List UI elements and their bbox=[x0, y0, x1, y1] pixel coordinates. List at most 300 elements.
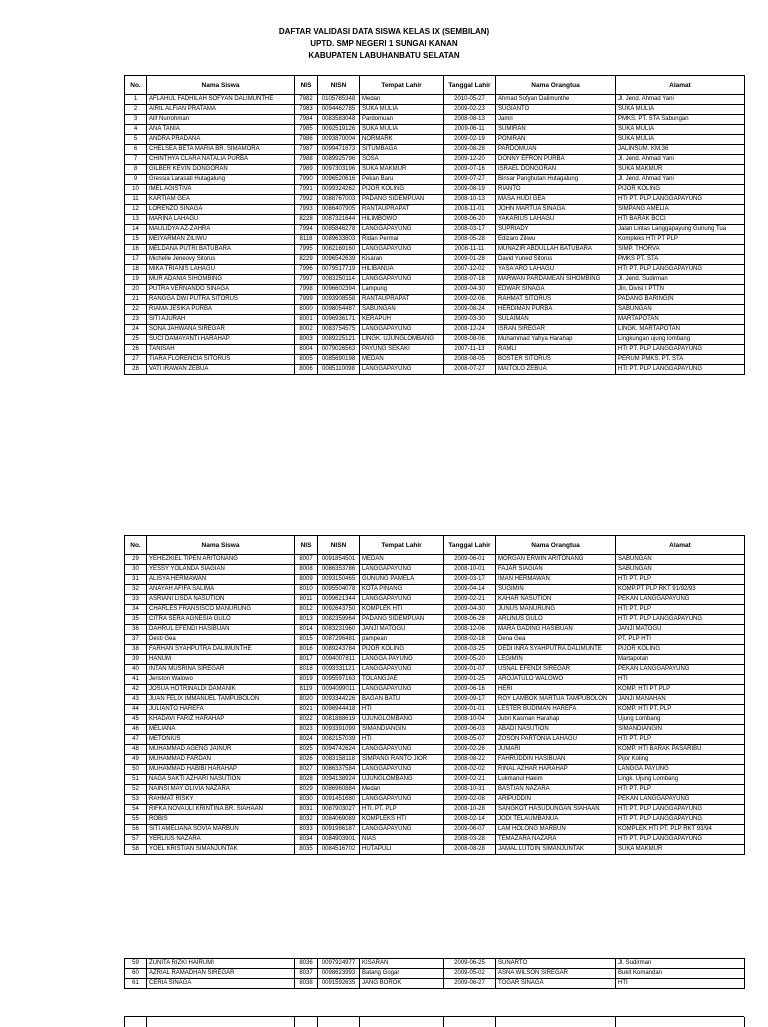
cell-nama-orangtua: MORGAN ERWIN ARITONANG bbox=[496, 555, 616, 565]
cell-tanggal-lahir: 2009-05-20 bbox=[444, 655, 496, 665]
table-row bbox=[125, 315, 745, 325]
cell-nama-orangtua: ZOSON PARTONIA LAHAGU bbox=[496, 735, 616, 745]
cell-no: 61 bbox=[125, 979, 147, 989]
header-nisn: NISN bbox=[318, 536, 360, 555]
cell-tanggal-lahir: 2009-08-28 bbox=[444, 145, 496, 155]
cell-alamat: HTI PT. PLP LANGGAPAYUNG bbox=[616, 195, 745, 205]
cell-nama-orangtua: EDWAR SINAGA bbox=[496, 285, 616, 295]
cell-nama-siswa: IMEL AGISTIVA bbox=[147, 185, 295, 195]
table-row bbox=[125, 125, 745, 135]
cell-no: 54 bbox=[125, 805, 147, 815]
cell-nama-siswa: KHADAVI FARIZ HARAHAP bbox=[147, 715, 295, 725]
cell-alamat: Jl. Jend. Ahmad Yani bbox=[616, 155, 745, 165]
table-row bbox=[125, 959, 745, 969]
cell-no: 12 bbox=[125, 205, 147, 215]
cell-tempat-lahir: Pekan Baru bbox=[360, 175, 444, 185]
cell-no: 49 bbox=[125, 755, 147, 765]
cell-nama-siswa: ZUNITA RIZKI HAIRUMI bbox=[147, 959, 295, 969]
cell-nisn: 0097303196 bbox=[318, 165, 360, 175]
cell-nisn: 0084903901 bbox=[318, 835, 360, 845]
cell-tanggal-lahir: 2009-01-25 bbox=[444, 675, 496, 685]
cell-nisn: 0094138924 bbox=[318, 775, 360, 785]
header-tempat-lahir: Tempat Lahir bbox=[360, 536, 444, 555]
table-row bbox=[125, 775, 745, 785]
cell-nis: 8010 bbox=[295, 585, 318, 595]
table-row bbox=[125, 625, 745, 635]
table-row bbox=[125, 135, 745, 145]
cell-no: 9 bbox=[125, 175, 147, 185]
cell-no: 50 bbox=[125, 765, 147, 775]
cell-nis: 8002 bbox=[295, 325, 318, 335]
table-row bbox=[125, 335, 745, 345]
cell-nis: 7983 bbox=[295, 105, 318, 115]
cell-nis: 7999 bbox=[295, 295, 318, 305]
cell-no: 14 bbox=[125, 225, 147, 235]
cell-tempat-lahir: SIMANDIANGIN bbox=[360, 725, 444, 735]
cell-nama-siswa: RAHMAT RISKY bbox=[147, 795, 295, 805]
cell-nis: 8036 bbox=[295, 959, 318, 969]
cell-nisn: 0089243784 bbox=[318, 645, 360, 655]
cell-nisn: 0093391099 bbox=[318, 725, 360, 735]
header-no: No. bbox=[125, 536, 147, 555]
cell-tempat-lahir: GUNUNG PAMELA bbox=[360, 575, 444, 585]
cell-alamat: MARTAPOTAN bbox=[616, 315, 745, 325]
cell-nisn: 0081888619 bbox=[318, 715, 360, 725]
cell-no: 31 bbox=[125, 575, 147, 585]
cell-no: 5 bbox=[125, 135, 147, 145]
cell-no: 16 bbox=[125, 245, 147, 255]
cell-nisn: 0097924977 bbox=[318, 959, 360, 969]
cell-no: 29 bbox=[125, 555, 147, 565]
cell-nis: 8003 bbox=[295, 335, 318, 345]
cell-nama-orangtua: RAHMAT SITORUS bbox=[496, 295, 616, 305]
cell-nisn: 0082169160 bbox=[318, 245, 360, 255]
cell-no: 46 bbox=[125, 725, 147, 735]
cell-no: 52 bbox=[125, 785, 147, 795]
cell-nama-orangtua: David Yuned Sitorus bbox=[496, 255, 616, 265]
cell-no: 44 bbox=[125, 705, 147, 715]
table-row bbox=[125, 715, 745, 725]
cell-no: 42 bbox=[125, 685, 147, 695]
cell-nis: 8018 bbox=[295, 665, 318, 675]
cell-nis: 8006 bbox=[295, 365, 318, 375]
header-nama-orangtua: Nama Orangtua bbox=[496, 76, 616, 95]
cell-nisn: 0082157039 bbox=[318, 735, 360, 745]
cell-tanggal-lahir: 2008-10-01 bbox=[444, 565, 496, 575]
cell-nama-orangtua: MARA GADING HASIBUAN bbox=[496, 625, 616, 635]
cell-nis: 7988 bbox=[295, 155, 318, 165]
cell-tempat-lahir: SUKA MAKMUR bbox=[360, 165, 444, 175]
cell-no: 28 bbox=[125, 365, 147, 375]
cell-tempat-lahir: LANGGAPAYUNG bbox=[360, 665, 444, 675]
cell-tempat-lahir: KOTA PINANG bbox=[360, 585, 444, 595]
cell-alamat: PIJOR KOLING bbox=[616, 185, 745, 195]
cell-no: 20 bbox=[125, 285, 147, 295]
cell-alamat: KOMP. HTI BARAK PASARIBU bbox=[616, 745, 745, 755]
cell-nama-siswa: VATI IRAWAN ZEBUA bbox=[147, 365, 295, 375]
cell-nis: 8005 bbox=[295, 355, 318, 365]
cell-alamat: PEKAN LANGGAPAYUNG bbox=[616, 795, 745, 805]
cell-nama-siswa: FARHAN SYAHPUTRA DALIMUNTHE bbox=[147, 645, 295, 655]
cell-no: 13 bbox=[125, 215, 147, 225]
cell-alamat: Lingkungan ujung lombang bbox=[616, 335, 745, 345]
cell-nis: 8035 bbox=[295, 845, 318, 855]
cell-nama-orangtua: MASA HUDI GEA bbox=[496, 195, 616, 205]
cell-nama-siswa: INTAN MUSRINA SIREGAR bbox=[147, 665, 295, 675]
cell-nisn: 0093870004 bbox=[318, 135, 360, 145]
cell-no: 33 bbox=[125, 595, 147, 605]
cell-no: 27 bbox=[125, 355, 147, 365]
cell-nama-siswa: PUTRA VERNANDO SINAGA bbox=[147, 285, 295, 295]
cell-alamat: Jl. Jend. Ahmad Yani bbox=[616, 95, 745, 105]
table-row bbox=[125, 165, 745, 175]
cell-nama-siswa: YERLIUS NAZARA bbox=[147, 835, 295, 845]
cell-nisn: 0085110098 bbox=[318, 365, 360, 375]
cell-nama-orangtua: LESTER BUDIMAN HAREFA bbox=[496, 705, 616, 715]
cell-nisn: 0099324262 bbox=[318, 185, 360, 195]
cell-alamat: HTI PT. PLP bbox=[616, 605, 745, 615]
cell-nama-orangtua: ISRAN SIREGAR bbox=[496, 325, 616, 335]
cell-no: 23 bbox=[125, 315, 147, 325]
cell-nis: 8001 bbox=[295, 315, 318, 325]
cell-nis: 7993 bbox=[295, 205, 318, 215]
cell-nama-siswa: CITRA SERA AGNESIA GULO bbox=[147, 615, 295, 625]
cell-tanggal-lahir: 2008-07-27 bbox=[444, 365, 496, 375]
cell-tanggal-lahir: 2009-01-28 bbox=[444, 255, 496, 265]
cell-alamat: HTI PT. PLP bbox=[616, 575, 745, 585]
cell-nis: 8037 bbox=[295, 969, 318, 979]
table-row bbox=[125, 185, 745, 195]
cell-no: 39 bbox=[125, 655, 147, 665]
cell-alamat: KOMP.PT PLP RKT 91/92/93 bbox=[616, 585, 745, 595]
header-alamat: Alamat bbox=[616, 76, 745, 95]
student-table-page-2 bbox=[124, 535, 745, 855]
cell-no: 25 bbox=[125, 335, 147, 345]
cell-alamat: HTI bbox=[616, 675, 745, 685]
cell-tempat-lahir: JANJI MATOGU bbox=[360, 625, 444, 635]
cell-alamat: SUKA MULIA bbox=[616, 135, 745, 145]
table-header-row bbox=[125, 76, 745, 95]
cell-tempat-lahir: HTI bbox=[360, 735, 444, 745]
cell-nama-orangtua: JOHN MARTUA SINAGA bbox=[496, 205, 616, 215]
cell-nis: 8031 bbox=[295, 805, 318, 815]
cell-tempat-lahir: PAYUNG SEKAKI bbox=[360, 345, 444, 355]
header-nis: NIS bbox=[295, 536, 318, 555]
table-header-row bbox=[125, 536, 745, 555]
cell-nama-siswa: SITI AMELIANA SOVIA MARBUN bbox=[147, 825, 295, 835]
cell-tanggal-lahir: 2009-04-14 bbox=[444, 585, 496, 595]
cell-tanggal-lahir: 2009-06-07 bbox=[444, 825, 496, 835]
cell-nisn: 0098623993 bbox=[318, 969, 360, 979]
table-row bbox=[125, 175, 745, 185]
cell-nama-orangtua: FAHRUDDIN HASIBUAN bbox=[496, 755, 616, 765]
cell-nama-siswa: MAULIDYA AZ-ZAHRA bbox=[147, 225, 295, 235]
cell-nisn: 0092643750 bbox=[318, 605, 360, 615]
cell-nama-orangtua: KAHAR NASUTION bbox=[496, 595, 616, 605]
cell-tanggal-lahir: 2008-12-06 bbox=[444, 625, 496, 635]
cell-nama-siswa: ANAYAH AFIFA SALIMA bbox=[147, 585, 295, 595]
cell-tempat-lahir: LANGGAPAYUNG bbox=[360, 795, 444, 805]
cell-tempat-lahir: SUKA MULIA bbox=[360, 105, 444, 115]
cell-nama-orangtua: IMAN HERMAWAN bbox=[496, 575, 616, 585]
cell-tempat-lahir: Medan bbox=[360, 785, 444, 795]
cell-nama-siswa: AIRIL ALFIAN PRATAMA bbox=[147, 105, 295, 115]
cell-alamat: PMKS. PT. STA Sabungan bbox=[616, 115, 745, 125]
cell-nama-orangtua: MAITOLO ZEBUA bbox=[496, 365, 616, 375]
cell-alamat: PT. PLP HTI bbox=[616, 635, 745, 645]
cell-nama-orangtua: Muhammad Yahya Harahap bbox=[496, 335, 616, 345]
cell-nisn: 0091451680 bbox=[318, 795, 360, 805]
cell-nisn: 0093331121 bbox=[318, 665, 360, 675]
cell-nisn: 0087321644 bbox=[318, 215, 360, 225]
table-row bbox=[125, 285, 745, 295]
cell-alamat: HTI PT. PLP bbox=[616, 735, 745, 745]
cell-alamat: PEKAN LANGGAPAYUNG bbox=[616, 665, 745, 675]
cell-nis: 7989 bbox=[295, 165, 318, 175]
cell-nis: 8032 bbox=[295, 815, 318, 825]
cell-nama-siswa: RIAMA JESIKA PURBA bbox=[147, 305, 295, 315]
cell-no: 24 bbox=[125, 325, 147, 335]
cell-tanggal-lahir: 2009-06-27 bbox=[444, 979, 496, 989]
cell-nama-orangtua: JAMAL LUTDIN SIMANJUNTAK bbox=[496, 845, 616, 855]
cell-no: 60 bbox=[125, 969, 147, 979]
cell-tempat-lahir: UJUNGLOMBANG bbox=[360, 775, 444, 785]
cell-nama-orangtua: ROY LAMBOK MARTUA TAMPUBOLON bbox=[496, 695, 616, 705]
cell-nama-orangtua: TOGAR SINAGA bbox=[496, 979, 616, 989]
cell-no: 40 bbox=[125, 665, 147, 675]
table-row bbox=[125, 585, 745, 595]
cell-alamat: HTI PT. PLP LANGGAPAYUNG bbox=[616, 615, 745, 625]
table-row bbox=[125, 635, 745, 645]
table-row bbox=[125, 555, 745, 565]
cell-tanggal-lahir: 2008-10-13 bbox=[444, 195, 496, 205]
cell-nama-siswa: SITI AJURAH bbox=[147, 315, 295, 325]
cell-nis: 7986 bbox=[295, 135, 318, 145]
cell-no: 45 bbox=[125, 715, 147, 725]
cell-tempat-lahir: MEDAN bbox=[360, 355, 444, 365]
cell-tempat-lahir: UJUNGLOMBANG bbox=[360, 715, 444, 725]
cell-nama-siswa: MIKA TRIANIS LAHAGU bbox=[147, 265, 295, 275]
cell-tempat-lahir: Pardomuan bbox=[360, 115, 444, 125]
table-row bbox=[125, 255, 745, 265]
cell-no: 48 bbox=[125, 745, 147, 755]
cell-alamat: PMKS PT. STA bbox=[616, 255, 745, 265]
cell-tempat-lahir: NORMARK bbox=[360, 135, 444, 145]
cell-tempat-lahir: MEDAN bbox=[360, 555, 444, 565]
cell-nama-orangtua: RIANTO bbox=[496, 185, 616, 195]
cell-nis: 8026 bbox=[295, 755, 318, 765]
cell-nisn: 0079517719 bbox=[318, 265, 360, 275]
cell-nama-siswa: Michelle Jeneovy Sitorus bbox=[147, 255, 295, 265]
table-row bbox=[125, 655, 745, 665]
table-row bbox=[125, 805, 745, 815]
header-nama-siswa: Nama Siswa bbox=[147, 76, 295, 95]
cell-nama-orangtua: SUMIRAN bbox=[496, 125, 616, 135]
cell-nis: 8009 bbox=[295, 575, 318, 585]
cell-nama-orangtua: MARWAN PARDAMEAN SIHOMBING bbox=[496, 275, 616, 285]
cell-nis: 7992 bbox=[295, 195, 318, 205]
cell-tempat-lahir: HUTAPULI bbox=[360, 845, 444, 855]
cell-nama-siswa: MUHAMMAD AGENG JAINUR bbox=[147, 745, 295, 755]
cell-nis: 7998 bbox=[295, 285, 318, 295]
cell-no: 55 bbox=[125, 815, 147, 825]
cell-tempat-lahir: RANTAUPRAPAT bbox=[360, 295, 444, 305]
cell-nama-orangtua: BOSTER SITORUS bbox=[496, 355, 616, 365]
cell-nis: 8015 bbox=[295, 635, 318, 645]
cell-nama-siswa: METONIUS bbox=[147, 735, 295, 745]
cell-no: 8 bbox=[125, 165, 147, 175]
cell-alamat: PEKAN LANGGAPAYUNG bbox=[616, 595, 745, 605]
cell-nama-orangtua: HERI bbox=[496, 685, 616, 695]
cell-nama-orangtua: SUGIMIN bbox=[496, 585, 616, 595]
cell-tanggal-lahir: 2009-04-30 bbox=[444, 285, 496, 295]
cell-no: 21 bbox=[125, 295, 147, 305]
header-tempat-lahir: Tempat Lahir bbox=[360, 76, 444, 95]
cell-alamat: Jalan Lintas Langgapayung Gunung Tua bbox=[616, 225, 745, 235]
cell-nisn: 0084516702 bbox=[318, 845, 360, 855]
cell-tanggal-lahir: 2009-03-17 bbox=[444, 575, 496, 585]
cell-nisn: 0086353786 bbox=[318, 565, 360, 575]
cell-alamat: SIMANDIANGIN bbox=[616, 725, 745, 735]
table-row bbox=[125, 345, 745, 355]
cell-tempat-lahir: Batang Gogar bbox=[360, 969, 444, 979]
cell-nis: 8229 bbox=[295, 255, 318, 265]
cell-nama-orangtua: DEDI INRA SYAHPUTRA DALIMUNTE bbox=[496, 645, 616, 655]
cell-nisn: 0094742624 bbox=[318, 745, 360, 755]
cell-no: 32 bbox=[125, 585, 147, 595]
cell-nama-orangtua: LEGIMIN bbox=[496, 655, 616, 665]
table-row bbox=[125, 979, 745, 989]
cell-nama-orangtua: SUPRIADY bbox=[496, 225, 616, 235]
table-row bbox=[125, 215, 745, 225]
cell-alamat: Jl. Sudirman bbox=[616, 959, 745, 969]
cell-no: 10 bbox=[125, 185, 147, 195]
cell-nisn: 0079026563 bbox=[318, 345, 360, 355]
table-row bbox=[125, 755, 745, 765]
cell-no: 34 bbox=[125, 605, 147, 615]
cell-tempat-lahir: PIJOR KOLING bbox=[360, 645, 444, 655]
cell-alamat: HTI PT. PLP LANGGAPAYUNG bbox=[616, 365, 745, 375]
cell-alamat: SUKA MAKMUR bbox=[616, 165, 745, 175]
table-row bbox=[125, 795, 745, 805]
cell-tanggal-lahir: 2009-02-19 bbox=[444, 135, 496, 145]
cell-no: 17 bbox=[125, 255, 147, 265]
cell-nama-siswa: YEHEZKIEL TIPEN ARITONANG bbox=[147, 555, 295, 565]
table-row bbox=[125, 615, 745, 625]
cell-alamat: HTI PT. PLP bbox=[616, 785, 745, 795]
cell-no: 35 bbox=[125, 615, 147, 625]
cell-alamat: Bukit Komandan bbox=[616, 969, 745, 979]
cell-tempat-lahir: SIMPANG RANTO JIOR bbox=[360, 755, 444, 765]
cell-tanggal-lahir: 2007-12-02 bbox=[444, 265, 496, 275]
cell-tempat-lahir: LANGGAPAYUNG bbox=[360, 565, 444, 575]
cell-nisn: 0099471673 bbox=[318, 145, 360, 155]
cell-tanggal-lahir: 2009-01-01 bbox=[444, 705, 496, 715]
cell-nisn: 0089225121 bbox=[318, 335, 360, 345]
cell-tempat-lahir: Kisaran bbox=[360, 255, 444, 265]
cell-nama-orangtua: JODI TELAUMBANUA bbox=[496, 815, 616, 825]
cell-tanggal-lahir: 2009-06-25 bbox=[444, 959, 496, 969]
cell-alamat: HTI BARAK BCCI bbox=[616, 215, 745, 225]
cell-tanggal-lahir: 2008-07-18 bbox=[444, 275, 496, 285]
cell-tanggal-lahir: 2008-10-31 bbox=[444, 785, 496, 795]
cell-tanggal-lahir: 2008-10-04 bbox=[444, 715, 496, 725]
cell-alamat: SUKA MAKMUR bbox=[616, 845, 745, 855]
cell-nis: 8119 bbox=[295, 685, 318, 695]
cell-tempat-lahir: HTI bbox=[360, 705, 444, 715]
table-row bbox=[125, 145, 745, 155]
cell-nama-orangtua: JUMARI bbox=[496, 745, 616, 755]
cell-no: 1 bbox=[125, 95, 147, 105]
cell-nama-orangtua: ISRAEL DONGORAN bbox=[496, 165, 616, 175]
cell-alamat: SUKA MULIA bbox=[616, 105, 745, 115]
cell-nama-orangtua: YAKARIUS LAHAGU bbox=[496, 215, 616, 225]
cell-alamat: SIMP. THORVA bbox=[616, 245, 745, 255]
table-row bbox=[125, 195, 745, 205]
cell-nis: 8019 bbox=[295, 675, 318, 685]
cell-nama-siswa: ROBIS bbox=[147, 815, 295, 825]
cell-nama-siswa: TANISAH bbox=[147, 345, 295, 355]
cell-nama-siswa: CHELSEA BETA MARIA BR. SIMAMORA bbox=[147, 145, 295, 155]
cell-tempat-lahir: LANGGAPAYUNG bbox=[360, 595, 444, 605]
cell-no: 19 bbox=[125, 275, 147, 285]
cell-no: 43 bbox=[125, 695, 147, 705]
table-row bbox=[125, 825, 745, 835]
cell-tanggal-lahir: 2008-10-28 bbox=[444, 805, 496, 815]
cell-alamat: HTI PT. PLP LANGGAPAYUNG bbox=[616, 805, 745, 815]
cell-tempat-lahir: LANGGAPAYUNG bbox=[360, 765, 444, 775]
title-line-3: KABUPATEN LABUHANBATU SELATAN bbox=[308, 51, 460, 60]
table-row bbox=[125, 355, 745, 365]
table-row bbox=[125, 325, 745, 335]
cell-nisn: 0089925796 bbox=[318, 155, 360, 165]
cell-alamat: LINGK. MARTAPOTAN bbox=[616, 325, 745, 335]
cell-alamat: SABUNGAN bbox=[616, 565, 745, 575]
table-row bbox=[125, 695, 745, 705]
cell-nisn: 0091854501 bbox=[318, 555, 360, 565]
cell-nisn: 0099621344 bbox=[318, 595, 360, 605]
cell-nama-orangtua: Binsar Panghutan Hutagalung bbox=[496, 175, 616, 185]
cell-nis: 8033 bbox=[295, 825, 318, 835]
cell-alamat: KOMP. HTI PT. PLP bbox=[616, 705, 745, 715]
cell-nama-orangtua: SUNARTO bbox=[496, 959, 616, 969]
cell-nama-siswa: ALISYA HERMAWAN bbox=[147, 575, 295, 585]
cell-nama-siswa: GILBER KEVIN DONGORAN bbox=[147, 165, 295, 175]
cell-nisn: 0096542639 bbox=[318, 255, 360, 265]
cell-nis: 8025 bbox=[295, 745, 318, 755]
cell-nama-siswa: ANA TANIA bbox=[147, 125, 295, 135]
cell-nisn: 0094099011 bbox=[318, 685, 360, 695]
cell-nama-orangtua: ASNA WILSON SIREGAR bbox=[496, 969, 616, 979]
title-line-1: DAFTAR VALIDASI DATA SISWA KELAS IX (SEMBILAN) bbox=[278, 27, 490, 36]
cell-alamat: SABUNGAN bbox=[616, 555, 745, 565]
cell-nama-orangtua: USNAL EFENDI SIREGAR bbox=[496, 665, 616, 675]
cell-nisn: 0091592635 bbox=[318, 979, 360, 989]
cell-no: 26 bbox=[125, 345, 147, 355]
cell-tanggal-lahir: 2009-09-17 bbox=[444, 695, 496, 705]
cell-nama-orangtua: MUNAZIR ABDULLAH BATUBARA bbox=[496, 245, 616, 255]
table-row bbox=[125, 665, 745, 675]
cell-nis: 7982 bbox=[295, 95, 318, 105]
cell-alamat: Kompleks HTI PT PLP bbox=[616, 235, 745, 245]
cell-no: 11 bbox=[125, 195, 147, 205]
cell-no: 41 bbox=[125, 675, 147, 685]
cell-nis: 8034 bbox=[295, 835, 318, 845]
cell-tempat-lahir: LANGGAPAYUNG bbox=[360, 245, 444, 255]
cell-tempat-lahir: LANGGAPAYUNG bbox=[360, 685, 444, 695]
cell-nisn: 0096944418 bbox=[318, 705, 360, 715]
cell-nama-orangtua: Jamri bbox=[496, 115, 616, 125]
